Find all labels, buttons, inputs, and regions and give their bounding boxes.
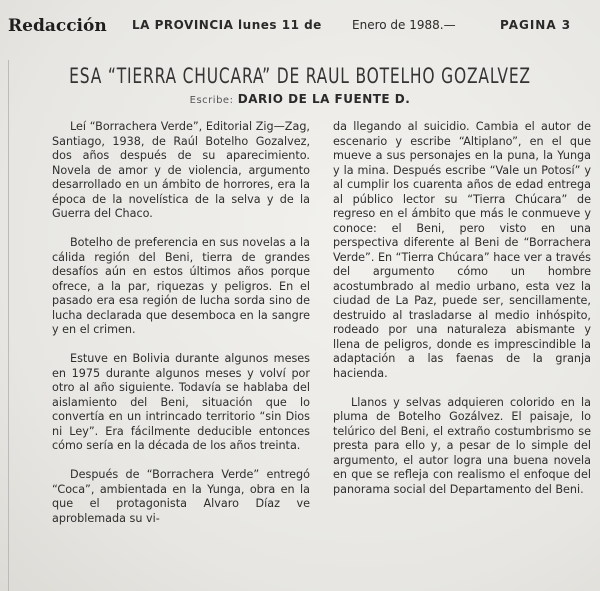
paragraph: Después de “Borrachera Verde” entregó “Coca”, ambientada en la Yunga, obra en la que el protagonista Alvaro Díaz ve aproblemada su vi- xyxy=(52,468,310,525)
paragraph: Botelho de preferencia en sus novelas a la cálida región del Beni, tierra de grandes desafíos aún en estos últimos años porque ofrece, a la par, riquezas y peligros. En el pasado era esa región de lucha sorda sino de lucha declarada que desemboca en la sangre y en el crimen. xyxy=(52,236,310,336)
article-column-right xyxy=(333,120,591,512)
page-number: PAGINA 3 xyxy=(500,18,572,32)
article-title: ESA “TIERRA CHUCARA” DE RAUL BOTELHO GOZALVEZ xyxy=(69,64,531,88)
paragraph: da llegando al suicidio. Cambia el autor de escenario y escribe “Altiplano”, en el que mueve a sus personajes en la puna, la Yunga y la mina. Después escribe “Vale un Potosí” y al cumplir los cuarenta años de edad entrega al público lector su “Tierra Chúcara” de regreso en el ámbito que más le conmueve y conoce: el Beni, pero visto en una perspectiva diferente al Beni de “Borrachera Verde”. En “Tierra Chúcara” hace ver a través del argumento cómo un hombre acostumbrado al medio urbano, esta vez la ciudad de La Paz, puede ser, sencillamente, destruido al trasladarse al medio inhóspito, rodeado por una naturaleza abismante y llena de peligros, donde es imprescindible la adaptación a las faenas de la granja hacienda. xyxy=(333,120,591,380)
byline-label: Escribe: xyxy=(189,95,234,106)
article-column-left xyxy=(52,120,310,541)
issue-date: Enero de 1988.— xyxy=(352,18,456,32)
byline xyxy=(0,92,600,106)
paragraph: Estuve en Bolivia durante algunos meses en 1975 durante algunos meses y volví por otro al año siguiente. Todavía se hablaba del aislamiento del Beni, situación que lo convertía en un intrincado territorio “sin Dios ni Ley”. Era fácilmente deducible entonces cómo sería en la década de los años treinta. xyxy=(52,352,310,452)
page-header xyxy=(0,18,600,42)
newspaper-name: LA PROVINCIA lunes 11 de xyxy=(132,18,322,32)
paragraph: Leí “Borrachera Verde”, Editorial Zig—Zag, Santiago, 1938, de Raúl Botelho Gozalvez, dos años después de su aparecimiento. Novela de amor y de violencia, argumento desarrollado en un ámbito de horrores, era la época de la novelística de la selva y de la Guerra del Chaco. xyxy=(52,120,310,220)
column-rule xyxy=(8,60,9,591)
author-name: DARIO DE LA FUENTE D. xyxy=(237,92,411,106)
paragraph: Llanos y selvas adquieren colorido en la pluma de Botelho Gozálvez. El paisaje, lo telúrico del Beni, el extraño costumbrismo se presta para ello y, a pesar de lo simple del argumento, el autor logra una buena novela en que se refleja con realismo el enfoque del panorama social del Departamento del Beni. xyxy=(333,395,591,496)
section-label: Redacción xyxy=(8,16,107,36)
